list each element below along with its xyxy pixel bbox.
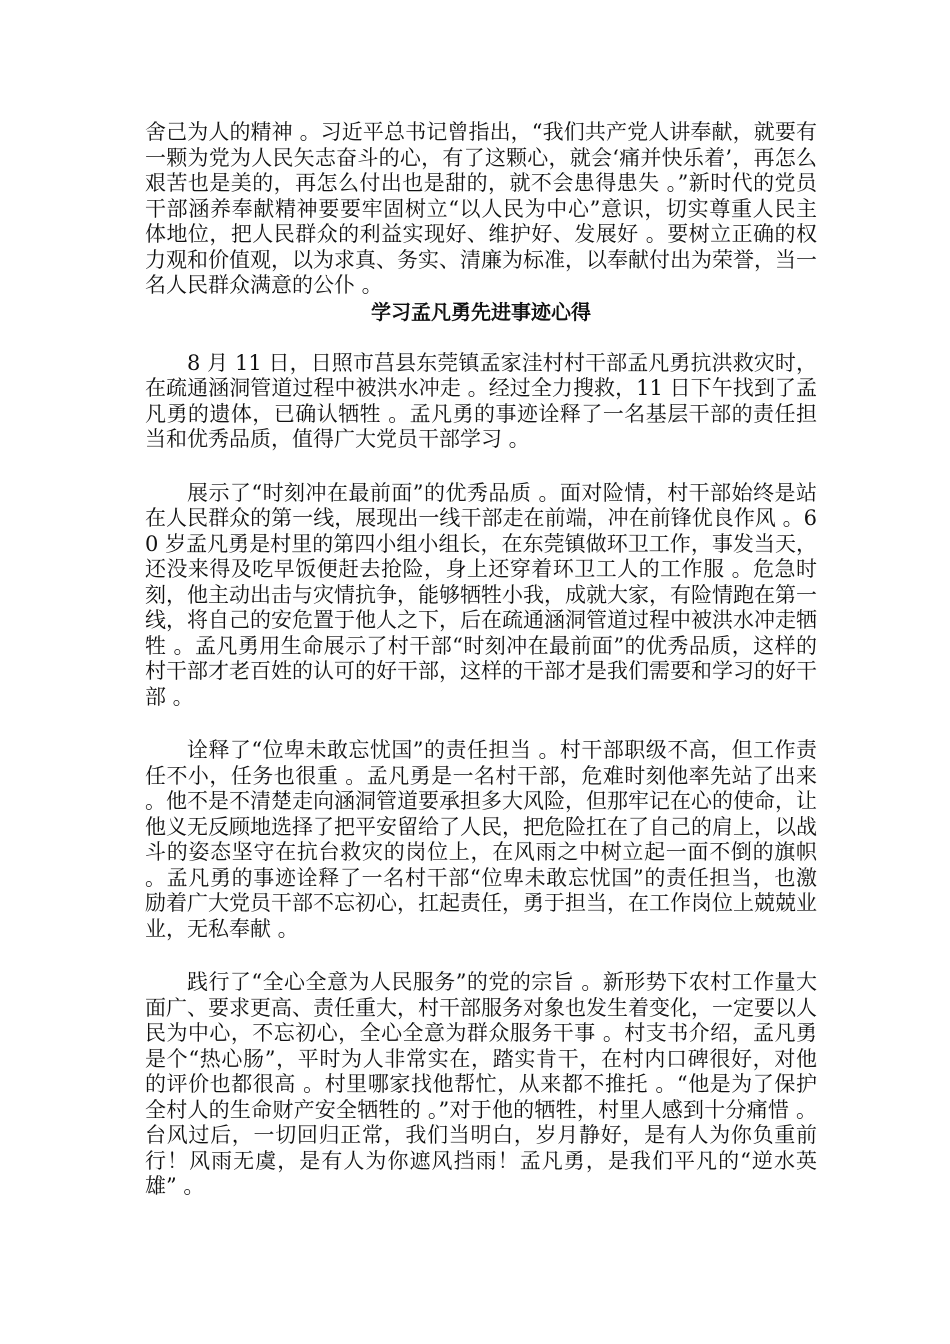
body-paragraph-2: 展示了“时刻冲在最前面”的优秀品质 。面对险情，村干部始终是站在人民群众的第一线，展现出一线干部走在前端，冲在前锋优良作风 。60 岁孟凡勇是村里的第四小组小组长，在东莞镇做环卫工作，事发当天，还没来得及吃早饭便赶去抢险，身上还穿着环卫工人的工作服 。危急时刻，他主动出击与灾情抗争，能够牺牲小我，成就大家，有险情跑在第一线，将自己的安危置于他人之下，后在疏通涵洞管道过程中被洪水冲走牺牲 。孟凡勇用生命展示了村干部“时刻冲在最前面”的优秀品质，这样的村干部才老百姓的认可的好干部，这样的干部才是我们需要和学习的好干部 。 xyxy=(145,480,817,709)
body-paragraph-1: 8 月 11 日，日照市莒县东莞镇孟家洼村村干部孟凡勇抗洪救灾时，在疏通涵洞管道过程中被洪水冲走 。经过全力搜救，11 日下午找到了孟凡勇的遗体，已确认牺牲 。孟凡勇的事迹诠释了一名基层干部的责任担当和优秀品质，值得广大党员干部学习 。 xyxy=(145,350,817,451)
body-paragraph-4: 践行了“全心全意为人民服务”的党的宗旨 。新形势下农村工作量大面广、要求更高、责任重大，村干部服务对象也发生着变化，一定要以人民为中心，不忘初心，全心全意为群众服务干事 。村支书介绍，孟凡勇是个“热心肠”，平时为人非常实在，踏实肯干，在村内口碑很好，对他的评价也都很高 。村里哪家找他帮忙，从来都不推托 。“他是为了保护全村人的生命财产安全牺牲的 。”对于他的牺牲，村里人感到十分痛惜 。台风过后，一切回归正常，我们当明白，岁月静好，是有人为你负重前行！风雨无虞，是有人为你遮风挡雨！孟凡勇，是我们平凡的“逆水英雄” 。 xyxy=(145,970,817,1198)
body-paragraph-3: 诠释了“位卑未敢忘忧国”的责任担当 。村干部职级不高，但工作责任不小，任务也很重 。孟凡勇是一名村干部，危难时刻他率先站了出来 。他不是不清楚走向涵洞管道要承担多大风险，但那牢记在心的使命，让他义无反顾地选择了把平安留给了人民，把危险扛在了自己的肩上，以战斗的姿态坚守在抗台救灾的岗位上，在风雨之中树立起一面不倒的旗帜 。孟凡勇的事迹诠释了一名村干部“位卑未敢忘忧国”的责任担当，也激励着广大党员干部不忘初心，扛起责任，勇于担当，在工作岗位上兢兢业业，无私奉献 。 xyxy=(145,738,817,941)
intro-paragraph: 舍己为人的精神 。习近平总书记曾指出，“我们共产党人讲奉献，就要有一颗为党为人民矢志奋斗的心，有了这颗心，就会‘痛并快乐着’，再怎么艰苦也是美的，再怎么付出也是甜的，就不会患得患失 。”新时代的党员干部涵养奉献精神要要牢固树立“以人民为中心”意识，切实尊重人民主体地位，把人民群众的利益实现好、维护好、发展好 。要树立正确的权力观和价值观，以为求真、务实、清廉为标准，以奉献付出为荣誉，当一名人民群众满意的公仆 。 xyxy=(145,120,817,297)
document-title: 学习孟凡勇先进事迹心得 xyxy=(371,299,591,324)
document-page xyxy=(145,120,817,1200)
